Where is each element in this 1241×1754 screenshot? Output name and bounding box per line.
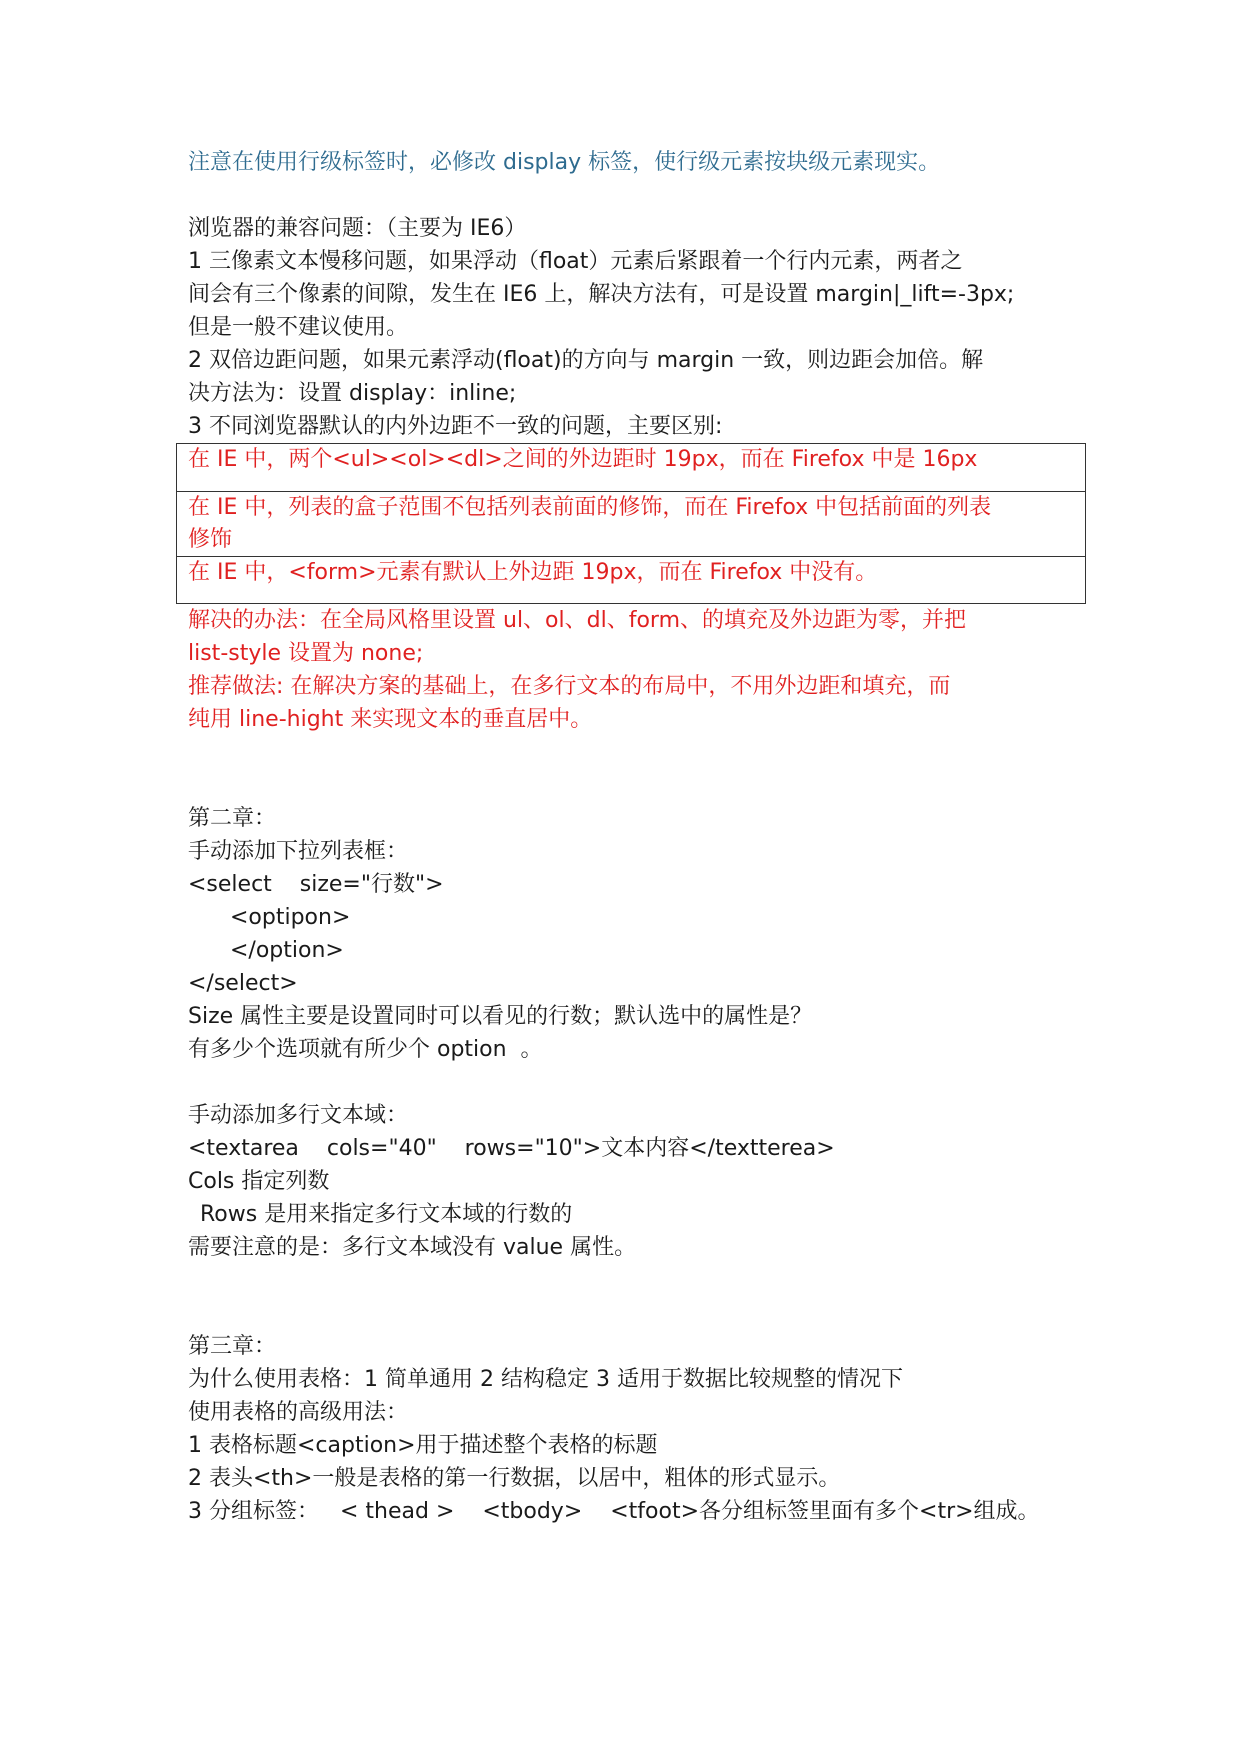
- recommend-line-2: 纯用 line-hight 来实现文本的垂直居中。: [188, 707, 593, 732]
- compat-p2-line-2: 决方法为：设置 display：inline;: [188, 381, 517, 406]
- spacer: [188, 179, 1088, 212]
- table-cell-text: 在 IE 中，两个<ul><ol><dl>之间的外边距时 19px，而在 Firefox 中是 16px: [188, 447, 978, 472]
- code-option-open: <optipon>: [230, 905, 351, 930]
- browser-difference-table: [176, 443, 1086, 604]
- note-line: 注意在使用行级标签时，必修改 display 标签，使行级元素按块级元素现实。: [188, 150, 941, 175]
- solution-line-1: 解决的办法：在全局风格里设置 ul、ol、dl、form、的填充及外边距为零，并把: [188, 608, 966, 633]
- table-item-th: 2 表头<th>一般是表格的第一行数据，以居中，粗体的形式显示。: [188, 1466, 841, 1491]
- table-advanced: 使用表格的高级用法：: [188, 1400, 409, 1425]
- spacer: [188, 1264, 1088, 1330]
- table-cell: [177, 492, 1086, 557]
- option-note: 有多少个选项就有所少个 option 。: [188, 1037, 543, 1062]
- code-select-close: </select>: [188, 971, 298, 996]
- textarea-code: <textarea cols="40" rows="10">文本内容</textterea>: [188, 1136, 835, 1161]
- rows-note: Rows 是用来指定多行文本域的行数的: [200, 1202, 573, 1227]
- code-select-open: <select size="行数">: [188, 872, 444, 897]
- select-heading: 手动添加下拉列表框：: [188, 839, 409, 864]
- solution-line-2: list-style 设置为 none;: [188, 641, 424, 666]
- compat-heading: 浏览器的兼容问题：（主要为 IE6）: [188, 216, 527, 241]
- spacer: [188, 1066, 1088, 1099]
- table-cell: [177, 557, 1086, 604]
- compat-p3: 3 不同浏览器默认的内外边距不一致的问题，主要区别:: [188, 414, 723, 439]
- value-note: 需要注意的是：多行文本域没有 value 属性。: [188, 1235, 637, 1260]
- table-cell: [177, 444, 1086, 492]
- table-cell-text: 在 IE 中，列表的盒子范围不包括列表前面的修饰，而在 Firefox 中包括前面的列表: [188, 495, 992, 520]
- cols-note: Cols 指定列数: [188, 1169, 330, 1194]
- document-page: [188, 146, 1088, 1528]
- compat-p1-line-3: 但是一般不建议使用。: [188, 315, 409, 340]
- table-row: [177, 492, 1086, 557]
- compat-p2-line-1: 2 双倍边距问题，如果元素浮动(float)的方向与 margin 一致，则边距会加倍。解: [188, 348, 984, 373]
- code-option-close: </option>: [230, 938, 344, 963]
- table-row: [177, 557, 1086, 604]
- compat-p1-line-2: 间会有三个像素的间隙，发生在 IE6 上，解决方法有，可是设置 margin|_lift=-3px;: [188, 282, 1015, 307]
- table-cell-text: 修饰: [188, 527, 233, 552]
- table-why: 为什么使用表格：1 简单通用 2 结构稳定 3 适用于数据比较规整的情况下: [188, 1367, 903, 1392]
- chapter3-title: 第三章：: [188, 1334, 277, 1359]
- table-item-groups: 3 分组标签： < thead > <tbody> <tfoot>各分组标签里面有多个<tr>组成。: [188, 1499, 1040, 1524]
- table-cell-text: 在 IE 中，<form>元素有默认上外边距 19px，而在 Firefox 中没有。: [188, 560, 878, 585]
- chapter2-title: 第二章：: [188, 806, 277, 831]
- size-note: Size 属性主要是设置同时可以看见的行数；默认选中的属性是？: [188, 1004, 813, 1029]
- table-row: [177, 444, 1086, 492]
- spacer: [188, 736, 1088, 802]
- compat-p1-line-1: 1 三像素文本慢移问题，如果浮动（float）元素后紧跟着一个行内元素，两者之: [188, 249, 963, 274]
- table-item-caption: 1 表格标题<caption>用于描述整个表格的标题: [188, 1433, 658, 1458]
- textarea-heading: 手动添加多行文本域：: [188, 1103, 409, 1128]
- recommend-line-1: 推荐做法: 在解决方案的基础上，在多行文本的布局中，不用外边距和填充，而: [188, 674, 951, 699]
